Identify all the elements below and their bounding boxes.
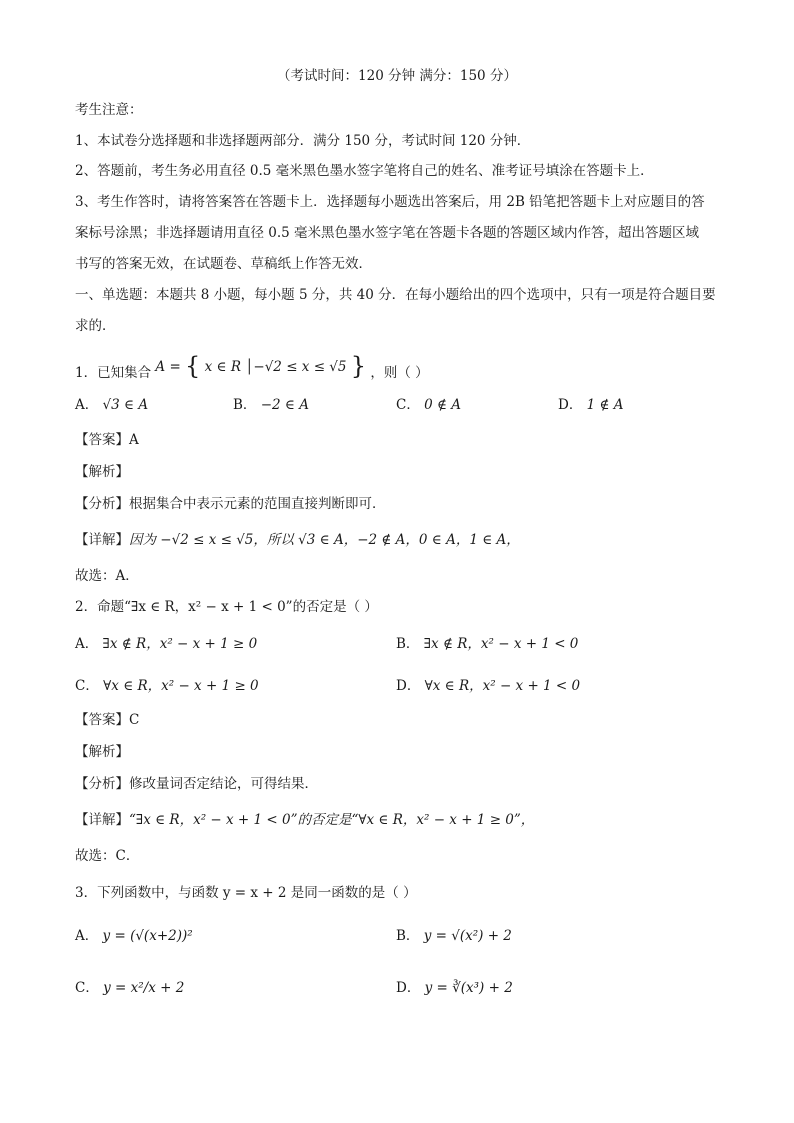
q1-detail bbox=[75, 530, 520, 550]
q2-answer bbox=[75, 710, 139, 730]
q1-option-c-text: 0 ∉ A bbox=[424, 397, 462, 413]
q2-option-a-text: ∃x ∉ R，x² − x + 1 ≥ 0 bbox=[102, 636, 258, 652]
notice-item-2: 2、答题前，考生务必用直径 0.5 毫米黑色墨水签字笔将自己的姓名、准考证号填涂在答题卡上． bbox=[75, 163, 654, 179]
q1-fenxi-tag: 【分析】 bbox=[75, 496, 129, 512]
q1-stem-prefix: 1．已知集合 bbox=[75, 365, 152, 381]
q2-conclusion: 故选：C． bbox=[75, 848, 140, 864]
q1-set-name: A bbox=[155, 359, 166, 375]
q3-option-b bbox=[396, 926, 512, 946]
q1-option-c-label: C． bbox=[396, 397, 420, 413]
q2-answer-value: C bbox=[129, 712, 140, 728]
q1-option-d-text: 1 ∉ A bbox=[586, 397, 624, 413]
q3-option-a-label: A． bbox=[75, 928, 99, 944]
q2-option-d bbox=[396, 676, 580, 696]
section-heading-cont: 求的． bbox=[75, 318, 116, 334]
exam-info: （考试时间：120 分钟 满分：150 分） bbox=[277, 68, 517, 84]
q1-stem-suffix: ，则（ ） bbox=[370, 365, 429, 381]
q1-fenxi bbox=[75, 494, 386, 514]
q2-option-c-label: C． bbox=[75, 678, 99, 694]
q1-option-a bbox=[75, 395, 148, 415]
q1-answer-tag: 【答案】 bbox=[75, 432, 129, 448]
q3-option-d-label: D． bbox=[396, 980, 421, 996]
q1-option-d bbox=[558, 395, 624, 415]
q1-answer bbox=[75, 430, 139, 450]
q3-option-b-label: B． bbox=[396, 928, 420, 944]
q2-option-b-label: B． bbox=[396, 636, 420, 652]
q1-conclusion: 故选：A． bbox=[75, 568, 139, 584]
q3-option-b-text: y = √(x²) + 2 bbox=[423, 928, 512, 944]
q1-detail-tag: 【详解】 bbox=[75, 532, 129, 548]
q2-option-a bbox=[75, 634, 257, 654]
q2-option-a-label: A． bbox=[75, 636, 99, 652]
q2-option-b-text: ∃x ∉ R，x² − x + 1 < 0 bbox=[423, 636, 579, 652]
q2-analysis-tag: 【解析】 bbox=[75, 744, 129, 760]
q3-option-d-text: y = ∛(x³) + 2 bbox=[424, 980, 513, 996]
q2-option-d-label: D． bbox=[396, 678, 421, 694]
q2-option-d-text: ∀x ∈ R，x² − x + 1 < 0 bbox=[424, 678, 581, 694]
q1-option-c bbox=[396, 395, 461, 415]
q1-option-b bbox=[233, 395, 309, 415]
q1-stem: 1．已知集合 A = { x ∈ R │−√2 ≤ x ≤ √5 } ，则（ ） bbox=[75, 352, 429, 381]
q3-option-c bbox=[75, 978, 184, 998]
q2-option-b bbox=[396, 634, 578, 654]
q1-analysis-tag: 【解析】 bbox=[75, 464, 129, 480]
q3-option-a bbox=[75, 926, 193, 946]
q2-fenxi bbox=[75, 774, 318, 794]
q1-set-body: x ∈ R │−√2 ≤ x ≤ √5 bbox=[204, 359, 347, 375]
q1-detail-text: 因为 −√2 ≤ x ≤ √5，所以 √3 ∈ A，−2 ∉ A，0 ∈ A，1 ∈ A， bbox=[129, 532, 520, 548]
q2-detail-tag: 【详解】 bbox=[75, 812, 129, 828]
q1-answer-value: A bbox=[129, 432, 139, 448]
q1-option-a-label: A． bbox=[75, 397, 99, 413]
q2-stem: 2．命题“∃x ∈ R，x² − x + 1 < 0”的否定是（ ） bbox=[75, 599, 378, 615]
q3-option-c-text: y = x²/x + 2 bbox=[103, 980, 185, 996]
q3-option-a-text: y = (√(x+2))² bbox=[102, 928, 193, 944]
section-heading: 一、单选题：本题共 8 小题，每小题 5 分，共 40 分．在每小题给出的四个选项中，只有一项是符合题目要 bbox=[75, 287, 716, 303]
q2-detail bbox=[75, 810, 534, 830]
q2-answer-tag: 【答案】 bbox=[75, 712, 129, 728]
notice-title: 考生注意： bbox=[75, 102, 143, 118]
q2-option-c-text: ∀x ∈ R，x² − x + 1 ≥ 0 bbox=[103, 678, 259, 694]
q3-option-d bbox=[396, 978, 513, 998]
q2-detail-text: “∃x ∈ R，x² − x + 1 < 0”的否定是“∀x ∈ R，x² − x + 1 ≥ 0”， bbox=[129, 812, 535, 828]
q3-option-c-label: C． bbox=[75, 980, 99, 996]
q1-option-a-text: √3 ∈ A bbox=[102, 397, 149, 413]
notice-item-3-end: 书写的答案无效，在试题卷、草稿纸上作答无效． bbox=[75, 256, 372, 272]
q1-option-b-text: −2 ∈ A bbox=[260, 397, 309, 413]
q2-fenxi-text: 修改量词否定结论，可得结果． bbox=[129, 776, 318, 792]
q2-fenxi-tag: 【分析】 bbox=[75, 776, 129, 792]
notice-item-3-cont: 案标号涂黑；非选择题请用直径 0.5 毫米黑色墨水签字笔在答题卡各题的答题区域内作答，超出答题区域 bbox=[75, 225, 700, 241]
notice-item-1: 1、本试卷分选择题和非选择题两部分．满分 150 分，考试时间 120 分钟． bbox=[75, 133, 531, 149]
q1-option-d-label: D． bbox=[558, 397, 583, 413]
notice-item-3: 3、考生作答时，请将答案答在答题卡上．选择题每小题选出答案后，用 2B 铅笔把答题卡上对应题目的答 bbox=[75, 194, 705, 210]
q2-option-c bbox=[75, 676, 259, 696]
q1-fenxi-text: 根据集合中表示元素的范围直接判断即可． bbox=[129, 496, 386, 512]
q3-stem: 3．下列函数中，与函数 y = x + 2 是同一函数的是（ ） bbox=[75, 885, 417, 901]
q1-option-b-label: B． bbox=[233, 397, 257, 413]
